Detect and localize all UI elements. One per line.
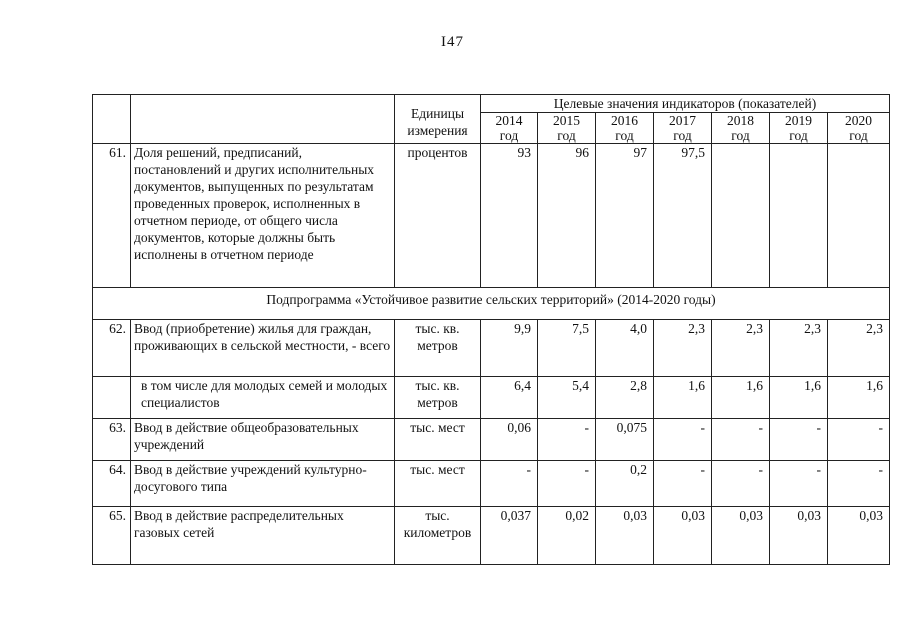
value-cell: 1,6 [654, 377, 712, 419]
indicator-name: в том числе для молодых семей и молодых специалистов [131, 377, 395, 419]
value-cell: - [538, 419, 596, 461]
indicator-name: Ввод в действие учреждений культурно-досугового типа [131, 461, 395, 507]
value-cell: 97 [596, 144, 654, 288]
year-unit: год [673, 128, 692, 143]
year-unit: год [849, 128, 868, 143]
value-cell: - [828, 461, 890, 507]
value-cell [712, 144, 770, 288]
value-cell: 9,9 [481, 320, 538, 377]
value-cell: 0,03 [828, 507, 890, 565]
year-label: 2020 [845, 113, 872, 128]
header-year-cell [770, 113, 828, 144]
year-unit: год [789, 128, 808, 143]
table-row [93, 507, 890, 565]
value-cell: 0,03 [770, 507, 828, 565]
year-label: 2014 [495, 113, 523, 128]
table-body [93, 95, 890, 565]
year-unit: год [557, 128, 576, 143]
value-cell: - [481, 461, 538, 507]
value-cell: - [828, 419, 890, 461]
value-cell: - [654, 419, 712, 461]
value-cell: 2,8 [596, 377, 654, 419]
year-label: 2018 [727, 113, 754, 128]
subprogram-title: Подпрограмма «Устойчивое развитие сельских территорий» (2014-2020 годы) [93, 288, 890, 320]
year-label: 2017 [669, 113, 696, 128]
value-cell: 2,3 [770, 320, 828, 377]
unit-cell: тыс. кв. метров [395, 377, 481, 419]
indicator-name: Ввод в действие распределительных газовых сетей [131, 507, 395, 565]
value-cell: 1,6 [712, 377, 770, 419]
year-label: 2016 [611, 113, 638, 128]
value-cell: 4,0 [596, 320, 654, 377]
subprogram-row [93, 288, 890, 320]
header-year-cell [596, 113, 654, 144]
header-year-cell [828, 113, 890, 144]
value-cell [770, 144, 828, 288]
value-cell: - [712, 461, 770, 507]
value-cell: 0,2 [596, 461, 654, 507]
value-cell: 93 [481, 144, 538, 288]
value-cell: 6,4 [481, 377, 538, 419]
header-year-cell [712, 113, 770, 144]
year-unit: год [731, 128, 750, 143]
value-cell: 0,03 [712, 507, 770, 565]
value-cell: 0,03 [596, 507, 654, 565]
value-cell: 1,6 [770, 377, 828, 419]
table-row [93, 144, 890, 288]
value-cell [828, 144, 890, 288]
header-year-cell [481, 113, 538, 144]
table-row [93, 419, 890, 461]
header-name-cell [131, 95, 395, 144]
value-cell: - [770, 461, 828, 507]
header-year-cell [654, 113, 712, 144]
unit-cell: тыс. кв. метров [395, 320, 481, 377]
indicator-name: Ввод в действие общеобразовательных учреждений [131, 419, 395, 461]
year-unit: год [499, 128, 519, 143]
header-targets: Целевые значения индикаторов (показателей) [481, 95, 890, 113]
value-cell: 5,4 [538, 377, 596, 419]
value-cell: 96 [538, 144, 596, 288]
table-row [93, 320, 890, 377]
row-number: 65. [93, 507, 131, 565]
value-cell: 7,5 [538, 320, 596, 377]
year-label: 2015 [553, 113, 580, 128]
row-number [93, 377, 131, 419]
row-number: 64. [93, 461, 131, 507]
value-cell: - [712, 419, 770, 461]
value-cell: 0,037 [481, 507, 538, 565]
header-units: Единицы измерения [395, 95, 481, 144]
value-cell: - [770, 419, 828, 461]
indicator-name: Ввод (приобретение) жилья для граждан, проживающих в сельской местности, - всего [131, 320, 395, 377]
value-cell: 2,3 [654, 320, 712, 377]
year-unit: год [615, 128, 634, 143]
header-year-cell [538, 113, 596, 144]
table-row [93, 377, 890, 419]
unit-cell: тыс. мест [395, 461, 481, 507]
page-number: I47 [441, 34, 464, 50]
table-row [93, 461, 890, 507]
value-cell: - [654, 461, 712, 507]
unit-cell: процентов [395, 144, 481, 288]
row-number: 61. [93, 144, 131, 288]
value-cell: - [538, 461, 596, 507]
value-cell: 1,6 [828, 377, 890, 419]
row-number: 62. [93, 320, 131, 377]
value-cell: 2,3 [828, 320, 890, 377]
unit-cell: тыс. мест [395, 419, 481, 461]
value-cell: 0,02 [538, 507, 596, 565]
value-cell: 2,3 [712, 320, 770, 377]
unit-cell: тыс. километров [395, 507, 481, 565]
indicators-table [92, 94, 890, 565]
row-number: 63. [93, 419, 131, 461]
indicator-name: Доля решений, предписаний, постановлений и других исполнительных документов, выпущенных по результатам проведенных проверок, исполненных в отчетном периоде, от общего числа документов, которые должны быть исполнены в отчетном периоде [131, 144, 395, 288]
value-cell: 0,06 [481, 419, 538, 461]
year-label: 2019 [785, 113, 812, 128]
header-row [93, 95, 890, 113]
value-cell: 0,075 [596, 419, 654, 461]
value-cell: 0,03 [654, 507, 712, 565]
header-num-cell [93, 95, 131, 144]
value-cell: 97,5 [654, 144, 712, 288]
